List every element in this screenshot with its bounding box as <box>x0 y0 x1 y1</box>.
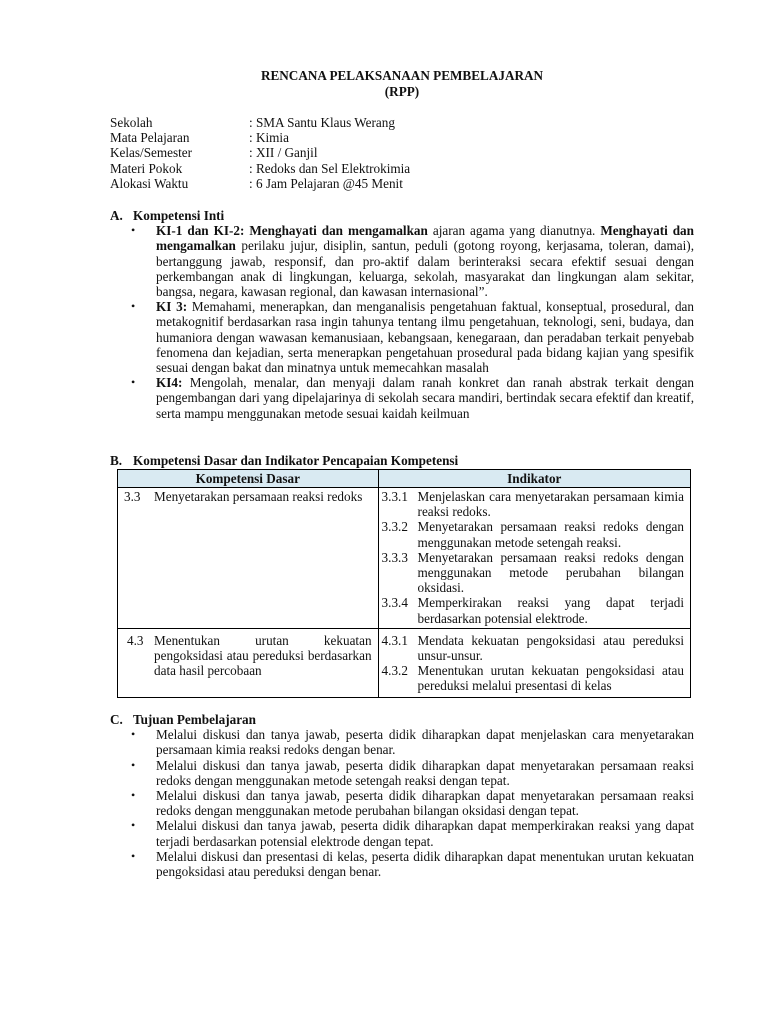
section-letter: C. <box>110 712 123 727</box>
table-header-row <box>118 470 691 488</box>
identity-block <box>110 115 694 191</box>
table-row <box>118 488 691 629</box>
tujuan-list <box>110 727 694 879</box>
section-letter: A. <box>110 208 123 223</box>
section-heading <box>110 712 694 727</box>
bullet-icon: • <box>131 299 136 314</box>
ki-label: KI 3: <box>156 299 188 315</box>
kd-indikator-table <box>117 469 691 698</box>
title-line-1: RENCANA PELAKSANAAN PEMBELAJARAN <box>260 68 544 83</box>
bullet-icon: • <box>131 788 136 803</box>
document-title <box>110 68 694 100</box>
indicator-item <box>382 595 684 625</box>
list-item <box>110 758 694 788</box>
info-label: Sekolah <box>110 115 153 130</box>
ki-emphasis: Menghayati dan mengamalkan <box>156 223 694 254</box>
info-value: : Kimia <box>249 130 289 146</box>
section-letter: B. <box>110 453 123 468</box>
indicator-number: 3.3.3 <box>381 549 408 565</box>
ki-list <box>110 223 694 421</box>
tujuan-text: Melalui diskusi dan tanya jawab, peserta didik diharapkan dapat memperkirakan reaksi yang dapat terjadi berdasarkan potensial elektrode dengan tepat. <box>156 818 694 849</box>
indicator-number: 4.3.2 <box>381 663 408 679</box>
indicator-text: Mendata kekuatan pengoksidasi atau pereduksi unsur-unsur. <box>417 632 684 664</box>
ki-text: Memahami, menerapkan, dan menganalisis pengetahuan faktual, konseptual, prosedural, dan metakognitif berdasarkan rasa ingin tahunya tentang ilmu pengetahuan, teknologi, seni, budaya, dan humaniora dengan wawasan kemanusiaan, kebangsaan, kenegaraan, dan peradaban terkait penyebab fenomena dan kejadian, serta menerapkan pengetahuan prosedural pada bidang kajian yang spesifik sesuai dengan bakat dan minatnya untuk memecahkan masalah <box>156 299 694 376</box>
ki-text: perilaku jujur, disiplin, santun, peduli (gotong royong, kerjasama, toleran, damai), bertanggung jawab, responsif, dan pro-aktif dalam berinteraksi secara efektif sesuai dengan perkembangan anak di lingkungan, keluarga, sekolah, masyarakat dan lingkungan alam sekitar, bangsa, negara, kawasan regional, dan kawasan internasional”. <box>156 238 694 300</box>
indikator-cell <box>378 488 690 629</box>
tujuan-text: Melalui diskusi dan tanya jawab, peserta didik diharapkan dapat menjelaskan cara menyetarakan persamaan kimia reaksi redoks dengan benar. <box>156 727 694 758</box>
section-kompetensi-inti <box>110 208 694 421</box>
tujuan-text: Melalui diskusi dan tanya jawab, peserta didik diharapkan dapat menyetarakan persamaan reaksi redoks dengan menggunakan metode perubahan bilangan oksidasi dengan tepat. <box>156 788 694 819</box>
title-line-2: (RPP) <box>384 84 420 99</box>
section-kompetensi-dasar <box>110 453 694 468</box>
bullet-icon: • <box>131 375 136 390</box>
indicator-number: 3.3.1 <box>381 489 408 504</box>
list-item <box>110 849 694 879</box>
section-title: Kompetensi Inti <box>133 208 225 223</box>
info-row-kelas <box>110 145 694 160</box>
list-item <box>110 788 694 818</box>
list-item <box>110 727 694 757</box>
indicator-text: Menentukan urutan kekuatan pengoksidasi atau pereduksi melalui presentasi di kelas <box>417 663 684 694</box>
kd-text: Menyetarakan persamaan reaksi redoks <box>154 489 363 504</box>
bullet-icon: • <box>131 757 136 772</box>
indicator-text: Menyetarakan persamaan reaksi redoks dengan menggunakan metode perubahan bilangan oksidasi. <box>417 549 684 596</box>
indicator-text: Memperkirakan reaksi yang dapat terjadi berdasarkan potensial elektrode. <box>417 595 684 626</box>
indicator-item <box>382 550 684 596</box>
bullet-icon: • <box>131 818 136 833</box>
info-label: Materi Pokok <box>110 160 183 176</box>
list-item <box>110 375 694 421</box>
info-value: : XII / Ganjil <box>249 145 318 161</box>
column-header-kd: Kompetensi Dasar <box>118 470 379 488</box>
info-row-sekolah <box>110 115 694 130</box>
table-row <box>118 628 691 697</box>
list-item <box>110 223 694 299</box>
info-row-alokasi <box>110 176 694 191</box>
indicator-item <box>382 519 684 549</box>
indicator-text: Menjelaskan cara menyetarakan persamaan kimia reaksi redoks. <box>417 489 684 520</box>
kd-item <box>123 633 372 679</box>
list-item <box>110 818 694 848</box>
ki-text: ajaran agama yang dianutnya. <box>427 223 601 239</box>
kd-text: Menentukan urutan kekuatan pengoksidasi atau pereduksi berdasarkan data hasil percobaan <box>154 632 372 679</box>
info-label: Mata Pelajaran <box>110 130 190 146</box>
section-heading <box>110 453 694 468</box>
info-value: : 6 Jam Pelajaran @45 Menit <box>249 175 403 191</box>
indicator-item <box>382 489 684 519</box>
ki-label: KI-1 dan KI-2: Menghayati dan mengamalkan <box>156 223 428 239</box>
list-item <box>110 299 694 375</box>
indicator-number: 4.3.1 <box>381 632 408 648</box>
info-label: Alokasi Waktu <box>110 175 189 191</box>
kd-cell <box>118 628 379 697</box>
info-value: : SMA Santu Klaus Werang <box>249 115 395 130</box>
indicator-number: 3.3.2 <box>381 519 408 535</box>
column-header-indikator: Indikator <box>378 470 690 488</box>
info-row-materi <box>110 161 694 176</box>
kd-cell <box>118 488 379 629</box>
bullet-icon: • <box>131 727 136 742</box>
info-value: : Redoks dan Sel Elektrokimia <box>249 160 411 176</box>
section-heading <box>110 208 694 223</box>
indicator-text: Menyetarakan persamaan reaksi redoks dengan menggunakan metode setengah reaksi. <box>417 519 684 550</box>
bullet-icon: • <box>131 848 136 863</box>
kd-number: 4.3 <box>127 632 144 648</box>
info-label: Kelas/Semester <box>110 145 193 161</box>
info-row-mapel <box>110 130 694 145</box>
section-title: Tujuan Pembelajaran <box>133 712 256 727</box>
section-title: Kompetensi Dasar dan Indikator Pencapaian Kompetensi <box>133 453 459 468</box>
section-tujuan-pembelajaran <box>110 712 694 879</box>
tujuan-text: Melalui diskusi dan tanya jawab, peserta didik diharapkan dapat menyetarakan persamaan reaksi redoks dengan menggunakan metode setengah reaksi dengan tepat. <box>156 757 694 788</box>
ki-label: KI4: <box>156 375 183 391</box>
indicator-item <box>382 663 684 693</box>
kd-number: 3.3 <box>124 489 141 504</box>
ki-text: Mengolah, menalar, dan menyaji dalam ranah konkret dan ranah abstrak terkait dengan pengembangan dari yang dipelajarinya di sekolah secara mandiri, bertindak secara efektif dan kreatif, serta mampu menggunakan metode sesuai kaidah keilmuan <box>156 375 694 421</box>
bullet-icon: • <box>131 223 136 238</box>
indicator-item <box>382 633 684 663</box>
kd-item <box>123 489 372 504</box>
tujuan-text: Melalui diskusi dan presentasi di kelas, peserta didik diharapkan dapat menentukan urutan kekuatan pengoksidasi atau pereduksi dengan benar. <box>156 848 694 880</box>
indikator-cell <box>378 628 690 697</box>
indicator-number: 3.3.4 <box>381 595 408 611</box>
